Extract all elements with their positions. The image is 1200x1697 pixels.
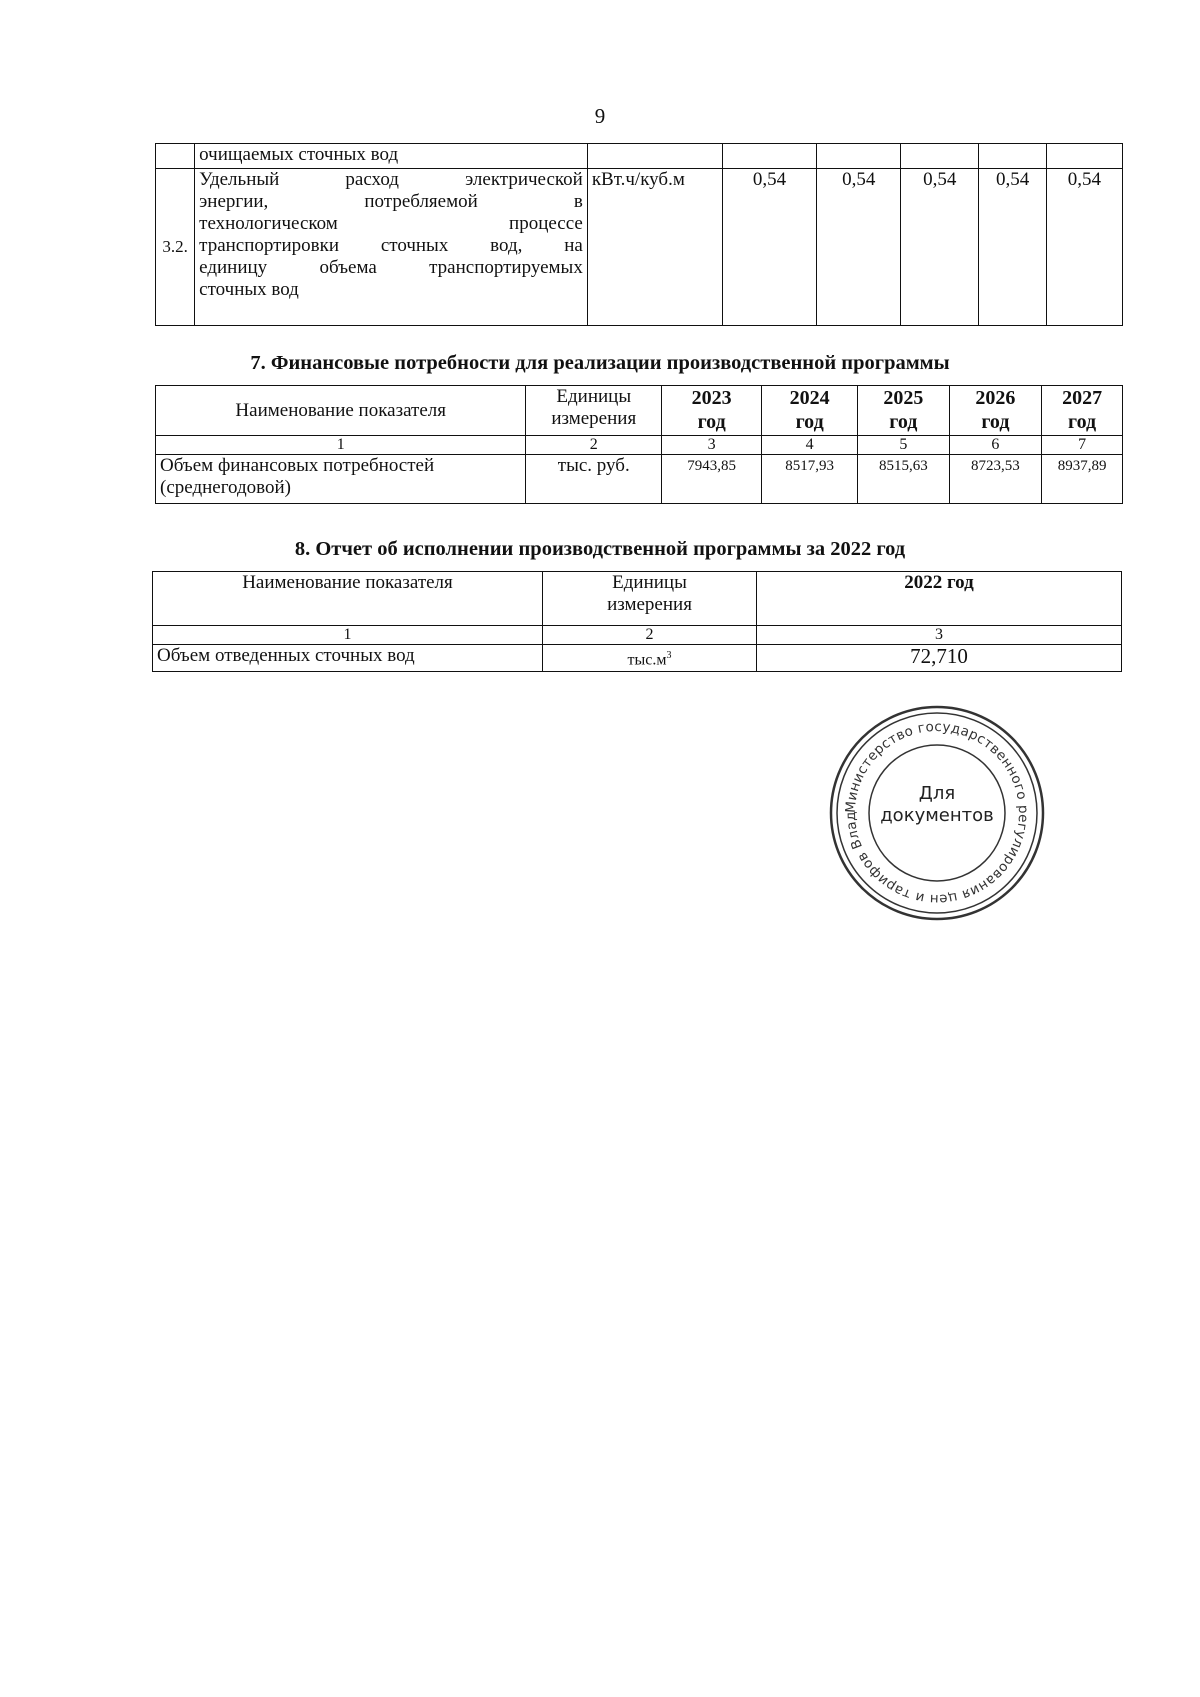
unit-cell: кВт.ч/куб.м: [587, 169, 722, 326]
page-number: 9: [594, 104, 606, 128]
value-cell: 8937,89: [1042, 455, 1123, 504]
indicators-table-continuation: [155, 143, 1123, 326]
row-number-cell: [156, 144, 195, 169]
value-cell: 7943,85: [662, 455, 762, 504]
header-year: 2024 год: [762, 386, 858, 436]
section-7-title: 7. Финансовые потребности для реализации производственной программы: [250, 352, 950, 374]
value-cell: 0,54: [817, 169, 901, 326]
indicator-description: [195, 169, 588, 326]
header-year: 2025 год: [858, 386, 950, 436]
header-unit: Единицы измерения: [526, 386, 662, 436]
table-row: [156, 455, 1123, 504]
header-unit: Единицы измерения: [543, 572, 757, 626]
description-line: сточных вод: [199, 279, 299, 300]
column-index-row: 1 2 3 4 5 6 7: [156, 436, 1123, 455]
column-index-row: 1 2 3: [153, 626, 1122, 645]
description-line: транспортировки сточных вод, на: [199, 235, 583, 256]
table-row: [156, 169, 1123, 326]
header-year: 2027 год: [1042, 386, 1123, 436]
value-cell: 8723,53: [949, 455, 1042, 504]
section-8-title: 8. Отчет об исполнении производственной программы за 2022 год: [294, 538, 906, 560]
description-line: Удельный расход электрической: [199, 169, 583, 190]
unit-cell: $тыс.м^3$: [543, 645, 757, 672]
table-header-row: [156, 386, 1123, 436]
header-name: Наименование показателя: [156, 386, 526, 436]
value-cell: 72,710: [757, 645, 1122, 672]
description-line: энергии, потребляемой в: [199, 191, 583, 212]
value-cell: 8515,63: [858, 455, 950, 504]
execution-report-table: [152, 571, 1122, 672]
indicator-name: Объем отведенных сточных вод: [153, 645, 543, 672]
header-year: 2023 год: [662, 386, 762, 436]
official-stamp: [827, 703, 1047, 923]
stamp-ring-text: Министерство государственного регулирования цен и тарифов Влад: [842, 718, 1032, 908]
continuation-text: очищаемых сточных вод: [195, 144, 588, 169]
value-cell: 0,54: [722, 169, 817, 326]
description-line: технологическом процессе: [199, 213, 583, 234]
header-year: 2022 год: [757, 572, 1122, 626]
table-row: [156, 144, 1123, 169]
financial-needs-table: [155, 385, 1123, 504]
header-name: Наименование показателя: [153, 572, 543, 626]
value-cell: 8517,93: [762, 455, 858, 504]
description-line: единицу объема транспортируемых: [199, 257, 583, 278]
table-header-row: [153, 572, 1122, 626]
value-cell: 0,54: [1046, 169, 1122, 326]
indicator-name: Объем финансовых потребностей (среднегодовой): [156, 455, 526, 504]
stamp-center-text: Для документов: [880, 783, 994, 826]
table-row: [153, 645, 1122, 672]
header-year: 2026 год: [949, 386, 1042, 436]
value-cell: 0,54: [979, 169, 1046, 326]
row-number: 3.2.: [156, 169, 195, 326]
value-cell: 0,54: [901, 169, 979, 326]
unit-cell: тыс. руб.: [526, 455, 662, 504]
